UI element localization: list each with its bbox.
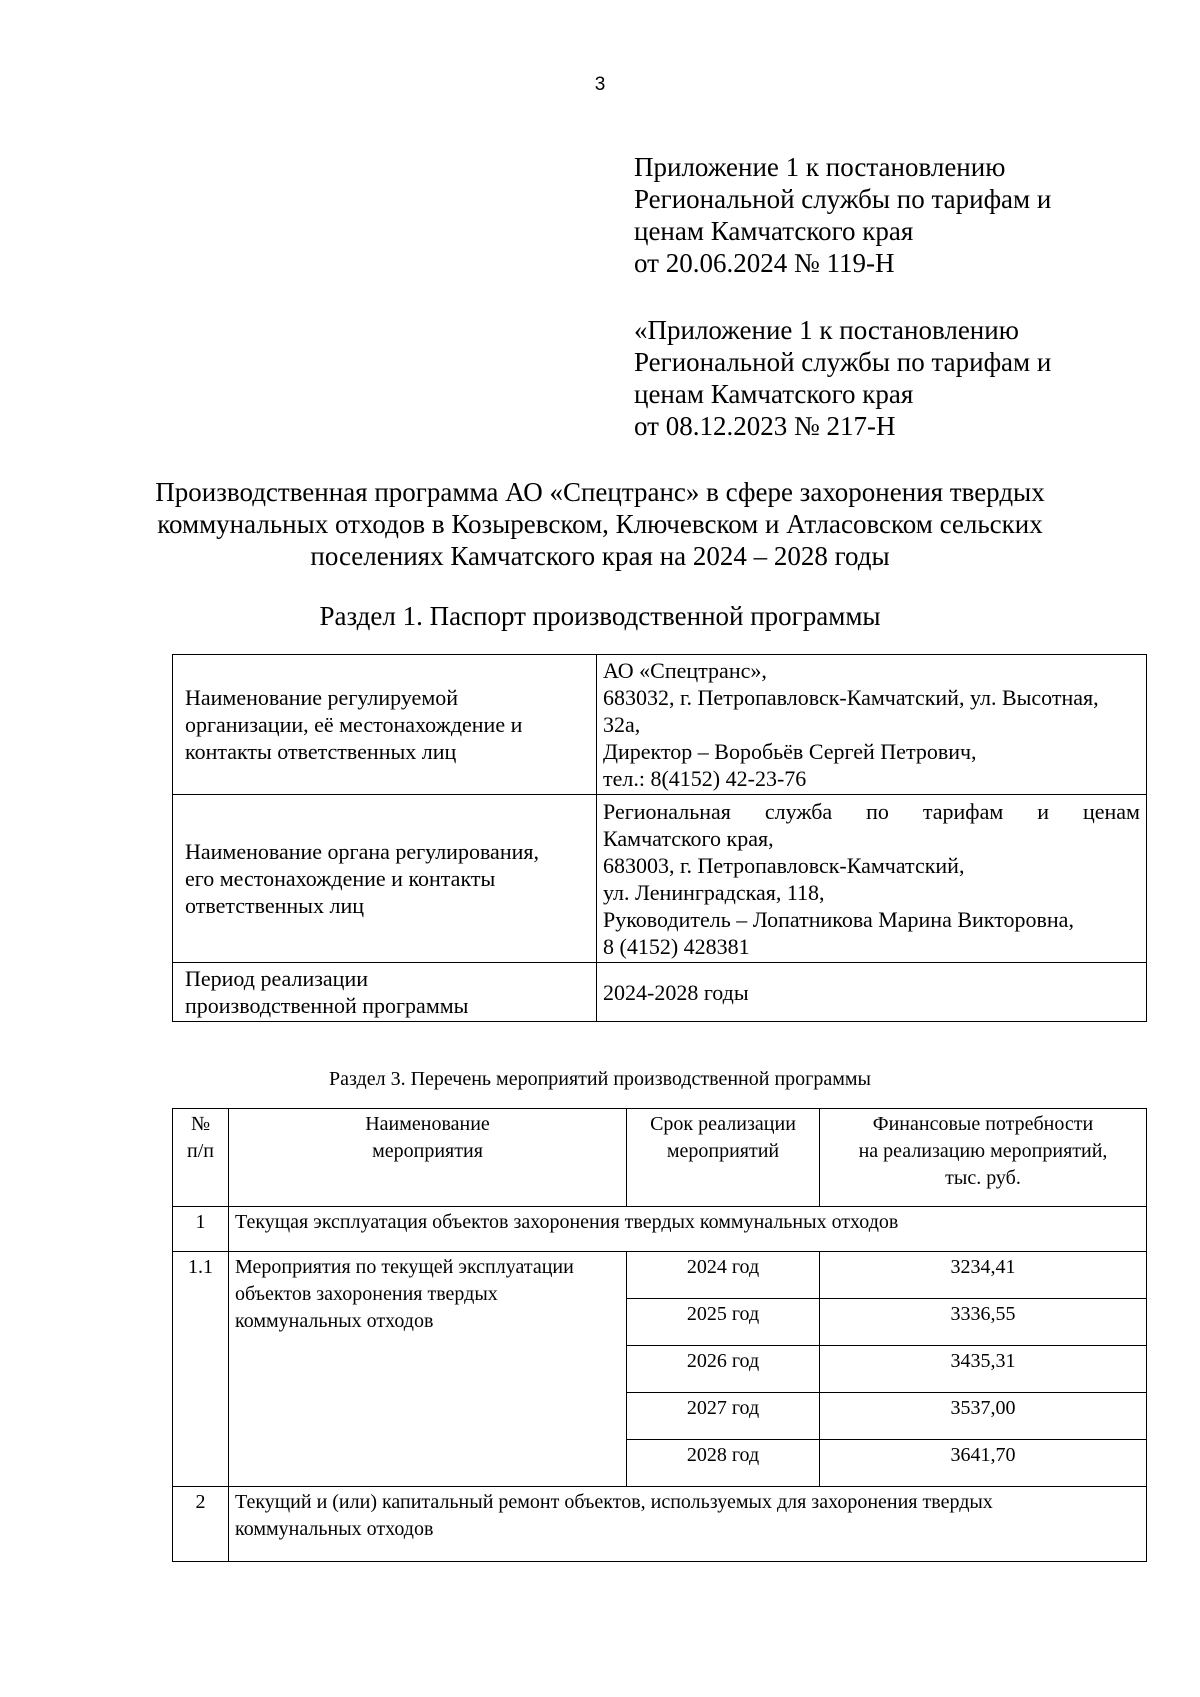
header-num <box>173 1109 229 1207</box>
text-line: контакты ответственных лиц <box>185 739 457 764</box>
appendix-current <box>634 151 1051 279</box>
passport-row-period <box>173 963 1147 1022</box>
text-line: объектов захоронения твердых <box>235 1283 498 1305</box>
amount-cell: 3537,00 <box>820 1393 1147 1440</box>
amount-cell: 3336,55 <box>820 1299 1147 1346</box>
text-line: 683032, г. Петропавловск-Камчатский, ул. Высотная, <box>603 685 1099 710</box>
group-title: Текущая эксплуатация объектов захоронения твердых коммунальных отходов <box>229 1207 1147 1252</box>
appendix-line: Региональной службы по тарифам и <box>634 347 1052 377</box>
text-line: производственной программы <box>185 993 469 1018</box>
program-title <box>150 476 1050 572</box>
appendix-line: ценам Камчатского края <box>634 379 914 409</box>
text-line: 683003, г. Петропавловск-Камчатский, <box>603 852 965 878</box>
table-row <box>173 1207 1147 1252</box>
passport-table <box>172 654 1147 1022</box>
text-line: коммунальных отходов <box>235 1518 434 1540</box>
word: служба <box>764 798 833 824</box>
appendix-line: Региональной службы по тарифам и <box>634 184 1052 214</box>
text-line: на реализацию мероприятий, <box>858 1140 1108 1162</box>
text-line: организации, её местонахождение и <box>185 712 523 737</box>
passport-row-regulator <box>173 795 1147 963</box>
appendix-line: от 20.06.2024 № 119-Н <box>634 248 895 278</box>
text-line: 2024-2028 годы <box>603 979 749 1005</box>
row-num: 1 <box>173 1207 229 1252</box>
appendix-line: Приложение 1 к постановлению <box>634 152 1006 182</box>
text-line: мероприятий <box>666 1140 780 1162</box>
text-line: 8 (4152) 428381 <box>603 933 750 959</box>
text-line: тыс. руб. <box>945 1167 1021 1189</box>
table-row <box>173 1252 1147 1299</box>
header-name <box>229 1109 627 1207</box>
word: по <box>866 798 889 824</box>
text-line: п/п <box>187 1140 214 1162</box>
events-header-row <box>173 1109 1147 1207</box>
program-title-line: поселениях Камчатского края на 2024 – 2028 годы <box>310 541 890 571</box>
text-line: Наименование <box>365 1113 490 1135</box>
appendix-line: «Приложение 1 к постановлению <box>634 315 1019 345</box>
event-name <box>229 1252 627 1487</box>
passport-value <box>597 795 1147 963</box>
word: тарифам <box>922 798 1004 824</box>
text-line: тел.: 8(4152) 42-23-76 <box>603 766 807 791</box>
amount-cell: 3234,41 <box>820 1252 1147 1299</box>
text-line: Текущий и (или) капитальный ремонт объектов, используемых для захоронения твердых <box>235 1491 993 1513</box>
text-line: Наименование регулируемой <box>185 685 459 710</box>
page-number: 3 <box>594 74 606 95</box>
row-num: 2 <box>173 1487 229 1562</box>
passport-value <box>597 963 1147 1022</box>
program-title-line: Производственная программа АО «Спецтранс» в сфере захоронения твердых <box>155 477 1045 507</box>
text-line: 32а, <box>603 712 641 737</box>
appendix-line: ценам Камчатского края <box>634 216 914 246</box>
amount-cell: 3435,31 <box>820 1346 1147 1393</box>
passport-value <box>597 655 1147 795</box>
text-line: Руководитель – Лопатникова Марина Викторовна, <box>603 906 1074 932</box>
text-line: коммунальных отходов <box>235 1310 434 1332</box>
year-cell: 2028 год <box>627 1440 820 1487</box>
text-line: № <box>190 1113 211 1135</box>
row-num: 1.1 <box>173 1252 229 1487</box>
events-table <box>172 1108 1147 1562</box>
appendix-line: от 08.12.2023 № 217-Н <box>634 411 896 441</box>
text-line: Срок реализации <box>650 1113 796 1135</box>
section1-title: Раздел 1. Паспорт производственной программы <box>319 601 881 631</box>
passport-label <box>173 655 597 795</box>
year-cell: 2025 год <box>627 1299 820 1346</box>
text-line: Период реализации <box>185 966 369 991</box>
table-row <box>173 1487 1147 1562</box>
amount-cell: 3641,70 <box>820 1440 1147 1487</box>
year-cell: 2027 год <box>627 1393 820 1440</box>
passport-label <box>173 963 597 1022</box>
text-line: Камчатского края, <box>603 825 774 851</box>
year-cell: 2024 год <box>627 1252 820 1299</box>
text-line: АО «Спецтранс», <box>603 658 767 683</box>
text-line: ответственных лиц <box>185 893 364 918</box>
text-line: Директор – Воробьёв Сергей Петрович, <box>603 739 977 764</box>
year-cell: 2026 год <box>627 1346 820 1393</box>
section3-title: Раздел 3. Перечень мероприятий производственной программы <box>329 1068 871 1090</box>
text-line: Наименование органа регулирования, <box>185 839 539 864</box>
text-line: Финансовые потребности <box>872 1113 1094 1135</box>
passport-row-organization <box>173 655 1147 795</box>
program-title-line: коммунальных отходов в Козыревском, Ключевском и Атласовском сельских <box>157 509 1043 539</box>
group-title <box>229 1487 1147 1562</box>
passport-label <box>173 795 597 963</box>
word: Региональная <box>603 798 731 824</box>
text-line: мероприятия <box>372 1140 483 1162</box>
text-line: его местонахождение и контакты <box>185 866 496 891</box>
justified-line <box>603 798 1140 825</box>
word: и <box>1037 798 1049 824</box>
appendix-previous <box>634 314 1051 442</box>
header-finance <box>820 1109 1147 1207</box>
text-line: Мероприятия по текущей эксплуатации <box>235 1256 574 1278</box>
text-line: ул. Ленинградская, 118, <box>603 879 825 905</box>
word: ценам <box>1082 798 1140 824</box>
header-term <box>627 1109 820 1207</box>
